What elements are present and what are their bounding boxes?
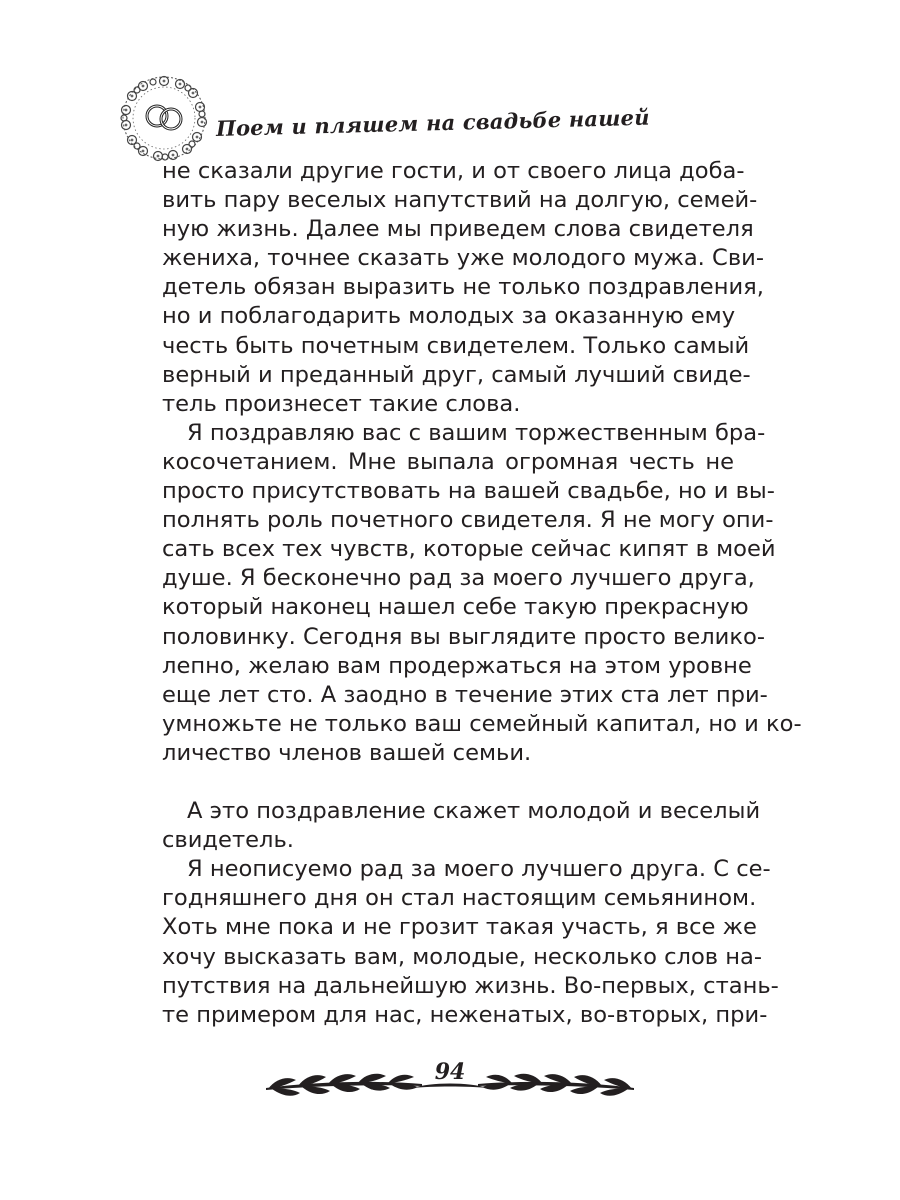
text-line: душе. Я бесконечно рад за моего лучшего друга, bbox=[162, 565, 755, 592]
text-line: личество членов вашей семьи. bbox=[162, 739, 532, 766]
text-line: полнять роль почетного свидетеля. Я не могу опи- bbox=[162, 507, 774, 534]
text-line: Хоть мне пока и не грозит такая участь, я все же bbox=[162, 914, 757, 941]
text-line: еще лет сто. А заодно в течение этих ста лет при- bbox=[162, 681, 768, 708]
text-line: Я поздравляю вас с вашим торжественным бра- bbox=[187, 419, 766, 446]
text-line: тель произнесет такие слова. bbox=[162, 390, 521, 417]
text-line: просто присутствовать на вашей свадьбе, но и вы- bbox=[162, 478, 775, 505]
text-line: те примером для нас, неженатых, во-вторых, при- bbox=[162, 1001, 768, 1028]
page-footer bbox=[262, 1058, 638, 1106]
page-body-text bbox=[162, 157, 802, 1030]
text-line: честь быть почетным свидетелем. Только самый bbox=[162, 332, 750, 359]
text-line: А это поздравление скажет молодой и веселый bbox=[187, 798, 761, 825]
text-line: вить пару веселых напутствий на долгую, семей- bbox=[162, 187, 758, 214]
text-line: ную жизнь. Далее мы приведем слова свидетеля bbox=[162, 216, 754, 243]
text-line: верный и преданный друг, самый лучший свиде- bbox=[162, 361, 751, 388]
text-line: хочу высказать вам, молодые, несколько слов на- bbox=[162, 943, 763, 970]
text-line: путствия на дальнейшую жизнь. Во-первых, стань- bbox=[162, 972, 779, 999]
text-line: половинку. Сегодня вы выглядите просто велико- bbox=[162, 623, 765, 650]
text-line: сать всех тех чувств, которые сейчас кипят в моей bbox=[162, 536, 776, 563]
text-line: свидетель. bbox=[162, 827, 294, 854]
running-header bbox=[118, 72, 678, 168]
text-line: но и поблагодарить молодых за оказанную ему bbox=[162, 303, 736, 330]
running-title: Поем и пляшем на свадьбе нашей bbox=[215, 104, 650, 141]
paragraph-gap bbox=[162, 768, 734, 797]
wedding-rings-wreath-icon bbox=[118, 72, 210, 164]
text-line: косочетанием. Мне выпала огромная честь не bbox=[162, 448, 734, 475]
text-line: не сказали другие гости, и от своего лица доба- bbox=[162, 158, 745, 184]
page-number: 94 bbox=[434, 1059, 466, 1085]
text-line: Я неописуемо рад за моего лучшего друга. С се- bbox=[187, 856, 771, 883]
text-line: умножьте не только ваш семейный капитал, но и ко- bbox=[162, 710, 802, 737]
text-line: годняшнего дня он стал настоящим семьянином. bbox=[162, 885, 757, 912]
text-line: жениха, точнее сказать уже молодого мужа. Сви- bbox=[162, 245, 764, 272]
text-line: детель обязан выразить не только поздравления, bbox=[162, 274, 764, 301]
text-line: лепно, желаю вам продержаться на этом уровне bbox=[162, 652, 752, 679]
text-line: который наконец нашел себе такую прекрасную bbox=[162, 594, 749, 621]
